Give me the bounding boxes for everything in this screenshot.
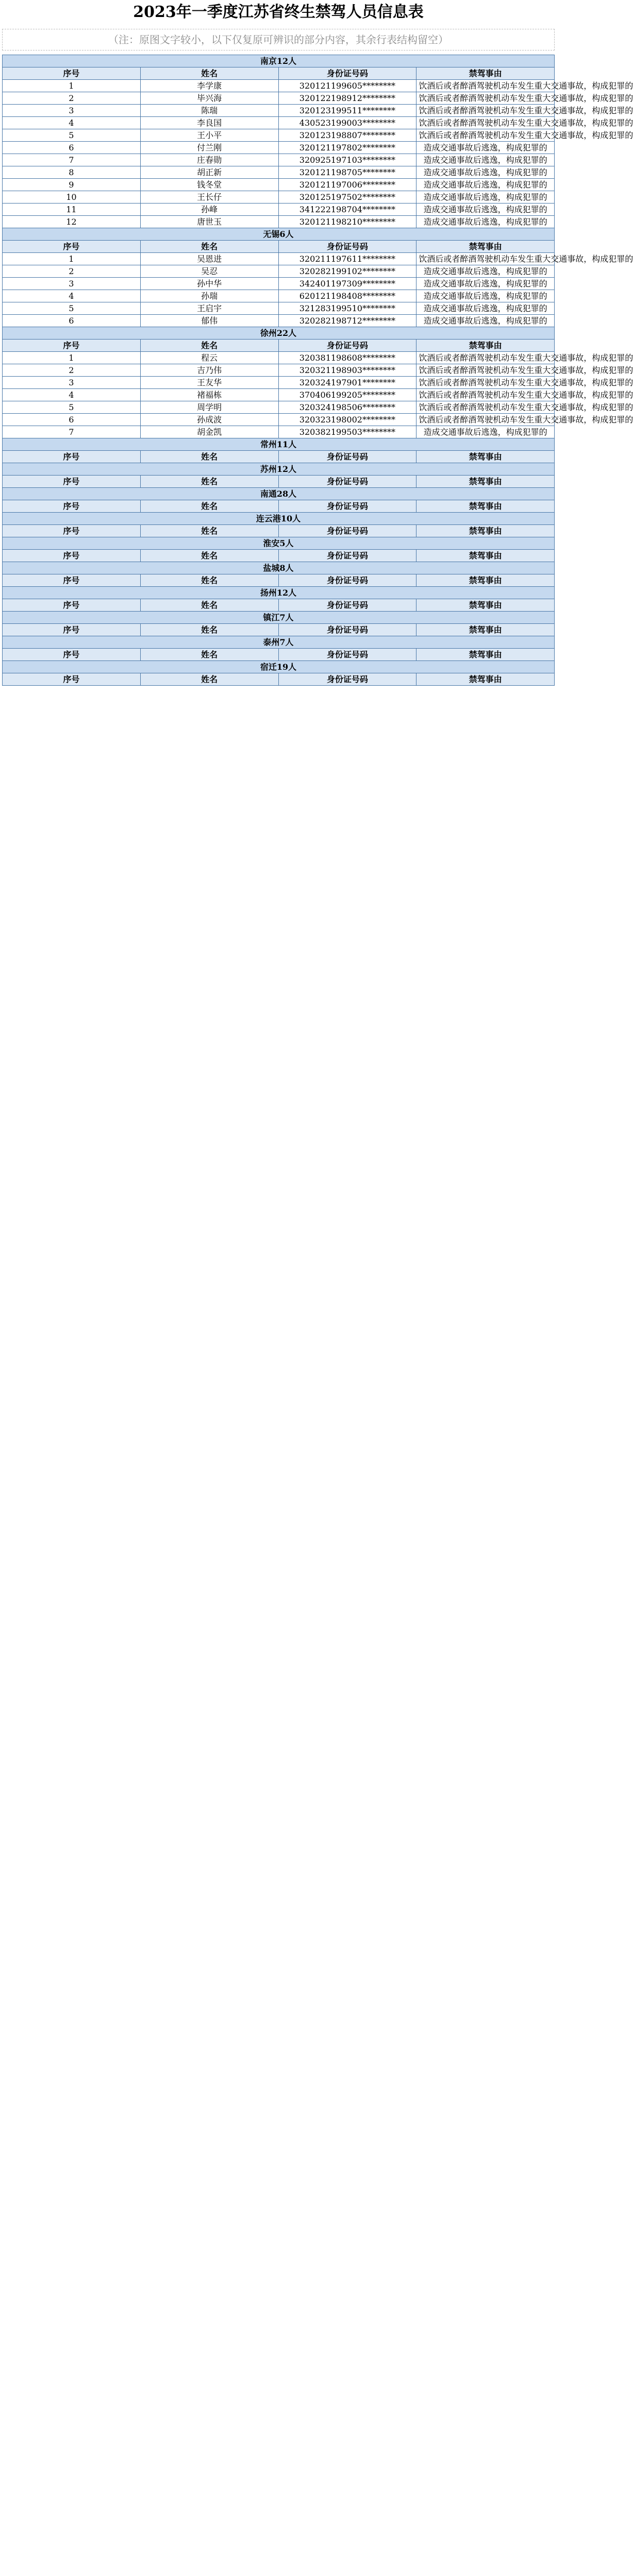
- header-name: 姓名: [140, 574, 278, 587]
- cell-id: 320323198002********: [278, 414, 417, 426]
- cell-no: 5: [3, 401, 141, 414]
- cell-name: 胡金凯: [140, 426, 278, 438]
- cell-reason: 造成交通事故后逃逸，构成犯罪的: [417, 166, 555, 179]
- cell-name: 陈瑞: [140, 105, 278, 117]
- table-row: [3, 142, 555, 154]
- table-row: [3, 105, 555, 117]
- cell-id: 320282199102********: [278, 265, 417, 278]
- cell-id: 320121197006********: [278, 179, 417, 191]
- region-label: 南通28人: [3, 488, 555, 500]
- region-label: 常州11人: [3, 438, 555, 451]
- table-row: [3, 352, 555, 364]
- header-name: 姓名: [140, 340, 278, 352]
- cell-reason: 造成交通事故后逃逸，构成犯罪的: [417, 216, 555, 228]
- cell-reason: 饮酒后或者醉酒驾驶机动车发生重大交通事故，构成犯罪的: [417, 377, 555, 389]
- region-label: 镇江7人: [3, 612, 555, 624]
- region-header: [3, 463, 555, 476]
- cell-no: 4: [3, 290, 141, 302]
- table-row: [3, 216, 555, 228]
- region-label: 泰州7人: [3, 636, 555, 649]
- table-row: [3, 278, 555, 290]
- cell-id: 320121198705********: [278, 166, 417, 179]
- header-name: 姓名: [140, 649, 278, 661]
- cell-name: 吴忍: [140, 265, 278, 278]
- header-reason: 禁驾事由: [417, 500, 555, 513]
- cell-id: 320324197901********: [278, 377, 417, 389]
- header-reason: 禁驾事由: [417, 476, 555, 488]
- table-body: [3, 55, 633, 686]
- region-header: [3, 438, 555, 451]
- document-title: 2023年一季度江苏省终生禁驾人员信息表: [133, 3, 424, 21]
- header-reason: 禁驾事由: [417, 624, 555, 636]
- table-row: [3, 253, 555, 265]
- cell-name: 庄春勋: [140, 154, 278, 166]
- cell-id: 320121199605********: [278, 80, 417, 92]
- cell-id: 320324198506********: [278, 401, 417, 414]
- column-header-row: [3, 574, 555, 587]
- cell-name: 王长仔: [140, 191, 278, 204]
- region-label: 连云港10人: [3, 513, 555, 525]
- table-row: [3, 154, 555, 166]
- cell-name: 吉乃伟: [140, 364, 278, 377]
- region-label: 淮安5人: [3, 537, 555, 550]
- cell-name: 孙成波: [140, 414, 278, 426]
- cell-no: 4: [3, 117, 141, 129]
- cell-name: 唐世玉: [140, 216, 278, 228]
- header-id: 身份证号码: [278, 624, 417, 636]
- cell-reason: 饮酒后或者醉酒驾驶机动车发生重大交通事故，构成犯罪的: [417, 414, 555, 426]
- header-no: 序号: [3, 599, 141, 612]
- region-label: 无锡6人: [3, 228, 555, 241]
- header-name: 姓名: [140, 525, 278, 537]
- column-header-row: [3, 476, 555, 488]
- cell-reason: 造成交通事故后逃逸，构成犯罪的: [417, 315, 555, 327]
- cell-id: 320122198912********: [278, 92, 417, 105]
- cell-reason: 饮酒后或者醉酒驾驶机动车发生重大交通事故，构成犯罪的: [417, 105, 555, 117]
- cell-no: 2: [3, 92, 141, 105]
- cell-reason: 造成交通事故后逃逸，构成犯罪的: [417, 302, 555, 315]
- region-header: [3, 612, 555, 624]
- cell-reason: 造成交通事故后逃逸，构成犯罪的: [417, 142, 555, 154]
- region-header: [3, 55, 555, 67]
- cell-reason: 饮酒后或者醉酒驾驶机动车发生重大交通事故，构成犯罪的: [417, 129, 555, 142]
- table-row: [3, 265, 555, 278]
- header-reason: 禁驾事由: [417, 599, 555, 612]
- cell-no: 4: [3, 389, 141, 401]
- table-row: [3, 364, 555, 377]
- cell-id: 320381198608********: [278, 352, 417, 364]
- table-row: [3, 389, 555, 401]
- header-name: 姓名: [140, 673, 278, 686]
- header-reason: 禁驾事由: [417, 451, 555, 463]
- cell-reason: 饮酒后或者醉酒驾驶机动车发生重大交通事故，构成犯罪的: [417, 364, 555, 377]
- table-row: [3, 129, 555, 142]
- cell-reason: 饮酒后或者醉酒驾驶机动车发生重大交通事故，构成犯罪的: [417, 389, 555, 401]
- header-name: 姓名: [140, 451, 278, 463]
- region-label: 宿迁19人: [3, 661, 555, 673]
- cell-no: 6: [3, 315, 141, 327]
- transcription-note: （注：原图文字较小，以下仅复原可辨识的部分内容，其余行表结构留空）: [2, 29, 555, 50]
- column-header-row: [3, 599, 555, 612]
- cell-no: 5: [3, 129, 141, 142]
- cell-name: 王小平: [140, 129, 278, 142]
- header-name: 姓名: [140, 550, 278, 562]
- header-name: 姓名: [140, 476, 278, 488]
- region-header: [3, 537, 555, 550]
- cell-name: 孙峰: [140, 204, 278, 216]
- cell-reason: 饮酒后或者醉酒驾驶机动车发生重大交通事故，构成犯罪的: [417, 92, 555, 105]
- header-no: 序号: [3, 525, 141, 537]
- cell-id: 321283199510********: [278, 302, 417, 315]
- header-no: 序号: [3, 649, 141, 661]
- column-header-row: [3, 673, 555, 686]
- header-no: 序号: [3, 476, 141, 488]
- column-header-row: [3, 340, 555, 352]
- cell-name: 付兰刚: [140, 142, 278, 154]
- cell-name: 王启宇: [140, 302, 278, 315]
- cell-no: 8: [3, 166, 141, 179]
- header-name: 姓名: [140, 500, 278, 513]
- cell-id: 341222198704********: [278, 204, 417, 216]
- table-row: [3, 166, 555, 179]
- cell-no: 6: [3, 414, 141, 426]
- cell-id: 320121197802********: [278, 142, 417, 154]
- header-name: 姓名: [140, 599, 278, 612]
- region-header: [3, 562, 555, 574]
- header-id: 身份证号码: [278, 476, 417, 488]
- cell-id: 320125197502********: [278, 191, 417, 204]
- cell-no: 7: [3, 154, 141, 166]
- cell-reason: 造成交通事故后逃逸，构成犯罪的: [417, 204, 555, 216]
- column-header-row: [3, 241, 555, 253]
- cell-id: 342401197309********: [278, 278, 417, 290]
- cell-no: 12: [3, 216, 141, 228]
- region-header: [3, 327, 555, 340]
- header-id: 身份证号码: [278, 550, 417, 562]
- header-no: 序号: [3, 241, 141, 253]
- info-table: [2, 55, 633, 686]
- region-label: 南京12人: [3, 55, 555, 67]
- cell-name: 孙瑞: [140, 290, 278, 302]
- cell-no: 3: [3, 278, 141, 290]
- header-id: 身份证号码: [278, 649, 417, 661]
- header-reason: 禁驾事由: [417, 574, 555, 587]
- header-id: 身份证号码: [278, 500, 417, 513]
- column-header-row: [3, 451, 555, 463]
- table-row: [3, 191, 555, 204]
- header-no: 序号: [3, 550, 141, 562]
- cell-no: 3: [3, 105, 141, 117]
- table-row: [3, 179, 555, 191]
- region-label: 苏州12人: [3, 463, 555, 476]
- cell-no: 9: [3, 179, 141, 191]
- column-header-row: [3, 67, 555, 80]
- table-row: [3, 315, 555, 327]
- cell-reason: 饮酒后或者醉酒驾驶机动车发生重大交通事故，构成犯罪的: [417, 80, 555, 92]
- cell-reason: 造成交通事故后逃逸，构成犯罪的: [417, 278, 555, 290]
- cell-name: 吴恩进: [140, 253, 278, 265]
- table-row: [3, 426, 555, 438]
- header-reason: 禁驾事由: [417, 673, 555, 686]
- cell-id: 320382199503********: [278, 426, 417, 438]
- cell-name: 褚福栋: [140, 389, 278, 401]
- cell-id: 320282198712********: [278, 315, 417, 327]
- cell-reason: 造成交通事故后逃逸，构成犯罪的: [417, 191, 555, 204]
- header-reason: 禁驾事由: [417, 550, 555, 562]
- region-header: [3, 488, 555, 500]
- header-id: 身份证号码: [278, 241, 417, 253]
- cell-reason: 造成交通事故后逃逸，构成犯罪的: [417, 265, 555, 278]
- cell-name: 李学康: [140, 80, 278, 92]
- cell-no: 2: [3, 364, 141, 377]
- cell-reason: 饮酒后或者醉酒驾驶机动车发生重大交通事故，构成犯罪的: [417, 253, 555, 265]
- cell-name: 孙中华: [140, 278, 278, 290]
- region-label: 盐城8人: [3, 562, 555, 574]
- header-reason: 禁驾事由: [417, 525, 555, 537]
- header-no: 序号: [3, 67, 141, 80]
- table-row: [3, 401, 555, 414]
- cell-no: 3: [3, 377, 141, 389]
- column-header-row: [3, 624, 555, 636]
- cell-no: 6: [3, 142, 141, 154]
- cell-no: 1: [3, 253, 141, 265]
- region-header: [3, 636, 555, 649]
- header-no: 序号: [3, 500, 141, 513]
- cell-id: 320123199511********: [278, 105, 417, 117]
- header-id: 身份证号码: [278, 673, 417, 686]
- cell-no: 11: [3, 204, 141, 216]
- region-header: [3, 661, 555, 673]
- header-id: 身份证号码: [278, 340, 417, 352]
- table-row: [3, 377, 555, 389]
- column-header-row: [3, 550, 555, 562]
- header-no: 序号: [3, 673, 141, 686]
- column-header-row: [3, 649, 555, 661]
- cell-id: 320321198903********: [278, 364, 417, 377]
- header-name: 姓名: [140, 624, 278, 636]
- header-id: 身份证号码: [278, 67, 417, 80]
- cell-no: 5: [3, 302, 141, 315]
- table-row: [3, 117, 555, 129]
- cell-reason: 饮酒后或者醉酒驾驶机动车发生重大交通事故，构成犯罪的: [417, 352, 555, 364]
- cell-reason: 造成交通事故后逃逸，构成犯罪的: [417, 179, 555, 191]
- cell-reason: 饮酒后或者醉酒驾驶机动车发生重大交通事故，构成犯罪的: [417, 401, 555, 414]
- cell-no: 10: [3, 191, 141, 204]
- table-row: [3, 414, 555, 426]
- header-reason: 禁驾事由: [417, 649, 555, 661]
- cell-no: 1: [3, 80, 141, 92]
- header-id: 身份证号码: [278, 574, 417, 587]
- cell-name: 郁伟: [140, 315, 278, 327]
- cell-name: 李良国: [140, 117, 278, 129]
- cell-id: 370406199205********: [278, 389, 417, 401]
- cell-id: 430523199003********: [278, 117, 417, 129]
- header-no: 序号: [3, 574, 141, 587]
- table-row: [3, 302, 555, 315]
- cell-id: 620121198408********: [278, 290, 417, 302]
- cell-id: 320123198807********: [278, 129, 417, 142]
- table-row: [3, 80, 555, 92]
- column-header-row: [3, 500, 555, 513]
- header-reason: 禁驾事由: [417, 340, 555, 352]
- cell-id: 320121198210********: [278, 216, 417, 228]
- header-name: 姓名: [140, 241, 278, 253]
- table-row: [3, 204, 555, 216]
- header-no: 序号: [3, 451, 141, 463]
- cell-no: 2: [3, 265, 141, 278]
- region-header: [3, 513, 555, 525]
- column-header-row: [3, 525, 555, 537]
- cell-id: 320211197611********: [278, 253, 417, 265]
- region-header: [3, 228, 555, 241]
- cell-no: 7: [3, 426, 141, 438]
- table-row: [3, 290, 555, 302]
- header-reason: 禁驾事由: [417, 67, 555, 80]
- header-no: 序号: [3, 340, 141, 352]
- header-name: 姓名: [140, 67, 278, 80]
- region-label: 扬州12人: [3, 587, 555, 599]
- header-id: 身份证号码: [278, 451, 417, 463]
- region-header: [3, 587, 555, 599]
- header-no: 序号: [3, 624, 141, 636]
- cell-reason: 饮酒后或者醉酒驾驶机动车发生重大交通事故，构成犯罪的: [417, 117, 555, 129]
- cell-name: 周学明: [140, 401, 278, 414]
- cell-name: 钱冬堂: [140, 179, 278, 191]
- cell-name: 王友华: [140, 377, 278, 389]
- cell-no: 1: [3, 352, 141, 364]
- region-label: 徐州22人: [3, 327, 555, 340]
- cell-reason: 造成交通事故后逃逸，构成犯罪的: [417, 154, 555, 166]
- cell-reason: 造成交通事故后逃逸，构成犯罪的: [417, 290, 555, 302]
- cell-name: 胡正新: [140, 166, 278, 179]
- table-row: [3, 92, 555, 105]
- header-reason: 禁驾事由: [417, 241, 555, 253]
- cell-name: 程云: [140, 352, 278, 364]
- header-id: 身份证号码: [278, 599, 417, 612]
- cell-id: 320925197103********: [278, 154, 417, 166]
- cell-reason: 造成交通事故后逃逸，构成犯罪的: [417, 426, 555, 438]
- header-id: 身份证号码: [278, 525, 417, 537]
- cell-name: 毕兴海: [140, 92, 278, 105]
